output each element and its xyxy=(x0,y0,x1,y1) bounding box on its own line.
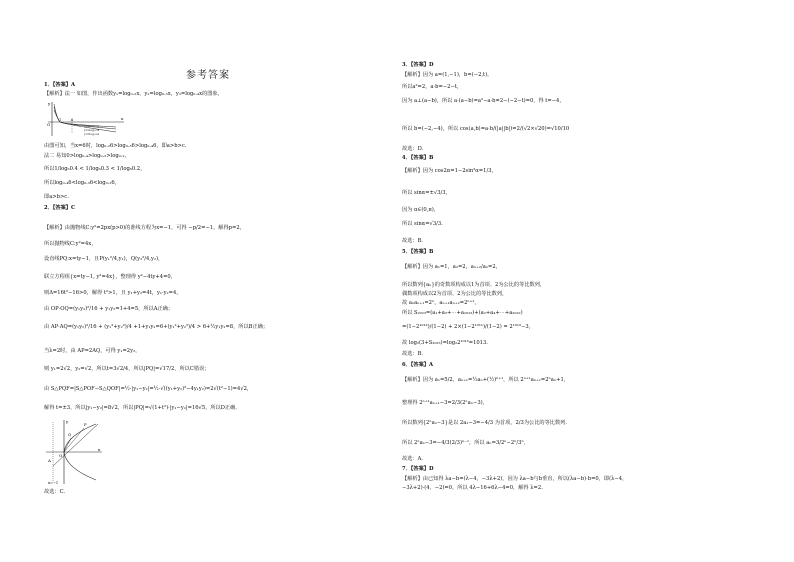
q6-text-line: 所以数列{2ⁿaₙ−3}是以 2a₁−3=−4/3 为首项，2/3为公比的等比数列. xyxy=(402,420,567,426)
q2-text-line: 设直线PQ:x=ty−1，且P(y₁²/4,y₁)，Q(y₂²/4,y₂)， xyxy=(44,256,164,262)
q2-text-line: 解得 t=±3，所以|y₁−y₂|=8√2，所以|PQ|=√(1+t²)·|y₁−y₂|=16√5，所以D正确. xyxy=(44,405,237,411)
q2-text-line: 则Δ=16t²−16>0，解得 t²>1，且 y₁+y₂=4t，y₁·y₂=4， xyxy=(44,290,182,296)
q3-answer: 3．【答案】D xyxy=(402,62,434,68)
q4-text-line: 因为 α∈(0,π)， xyxy=(402,207,439,213)
q6-text-line: 整理得 2ⁿ⁺¹aₙ₊₁−3=2/3(2ⁿaₙ−3)， xyxy=(402,400,488,406)
origin-label: O xyxy=(59,453,63,458)
legend-y2: y₂=log₀.₃x xyxy=(84,128,100,132)
q5-text-line: 所以数列{aₙ}的奇数项构成以1为首项、2为公比的等比数列， xyxy=(402,282,546,288)
q1-answer: 1．【答案】A xyxy=(44,82,75,88)
q4-text-line: 所以 sinα=±√3/3， xyxy=(402,190,451,196)
q2-text-line: 【解析】由抛物线C:y²=2px(p>0)的准线方程为x=−1，可得 −p/2=−1，解得p=2， xyxy=(44,225,245,231)
directrix-label: x=−1 xyxy=(48,481,59,485)
q1-text-line: 法二 易知0>log₀.₄>log₀.₃>log₀.₂， xyxy=(44,153,130,159)
point-q-label: Q xyxy=(68,432,72,437)
q1-text-line: 所以log₀.₄6<log₀.₃6<log₀.₂6， xyxy=(44,180,120,186)
q3-text-line: 【解析】因为 a=(1,−1)，b=(−2,t)， xyxy=(402,72,493,78)
axis-x-label: x xyxy=(121,116,124,121)
q2-text-line: 当λ=2时，由 AP=2AQ，可得 y₁=2y₂， xyxy=(44,348,141,354)
page-title: 参考答案 xyxy=(186,70,230,81)
axis-y-label: y xyxy=(66,419,69,424)
q5-text-line: 偶数项构成以2为首项、2为公比的等比数列， xyxy=(402,291,508,297)
q2-text-line: 则 y₁=2√2，y₂=√2，所以t=3√2/4，所以|PQ|=√17/2，所以C错误； xyxy=(44,366,210,372)
point-p-label: P xyxy=(84,422,87,427)
tick-6-label: 6 xyxy=(71,118,74,122)
q1-text-line: 【解析】法一 如图，作出函数y₁=log₀.₂x，y₂=log₀.₃x，y₃=log₀.₄x的图象， xyxy=(44,91,223,97)
q1-text-line: 所以1/log₆0.4 < 1/log₆0.3 < 1/log₆0.2， xyxy=(44,166,146,172)
q2-text-line: 由 OP·OQ=(y₁y₂)²/16 + y₁y₂=1+4=5，所以A正确； xyxy=(44,306,174,312)
q5-answer: 5．【答案】B xyxy=(402,249,434,255)
q5-text-line: 所以 S₂₀₂₃=(a₁+a₃+⋯+a₂₀₂₃)+(a₂+a₄+⋯+a₂₀₂₂) xyxy=(402,310,523,316)
q7-answer: 7．【答案】D xyxy=(402,466,434,472)
q2-text-line: 由 S△PQF=|S△POF−S△QOF|=½·|y₁−y₂|=½·√((y₁+y₂)²−4y₁y₂)=2√(t²−1)=4√2， xyxy=(44,386,253,392)
origin-label: O xyxy=(47,122,51,127)
q1-text-line: 由图可知，当x=6时，log₀.₂6>log₀.₃6>log₀.₄6，即a>b>c. xyxy=(44,143,187,149)
q5-text-line: 【解析】因为 a₁=1，a₂=2，aₙ₊₂/aₙ=2， xyxy=(402,264,501,270)
q2-text-line: 由 AP·AQ=(y₁y₂)²/16 + (y₁²+y₂²)/4 +1+y₁y₂=6+(y₁²+y₂²)/4 > 6+½y₁y₂=8，所以B正确； xyxy=(44,324,269,330)
q3-text-line: 所以 b=(−2,−4)，所以 cos⟨a,b⟩=a·b/(|a||b|)=2/(√2×√20)=√10/10 xyxy=(402,126,570,132)
q5-text-line: 故 log₂(3+S₂₀₂₃)=log₂2¹⁰¹³=1013. xyxy=(402,340,488,346)
q6-text-line: 【解析】因为 a₁=5/2，aₙ₊₁=½aₙ+(½)ⁿ⁺¹，所以 2ⁿ⁺¹aₙ₊₁=2ⁿaₙ+1， xyxy=(402,377,569,383)
legend-y3: y₃=log₀.₄x xyxy=(84,132,100,136)
q6-answer: 6．【答案】A xyxy=(402,362,433,368)
q1-log-graph xyxy=(46,100,126,140)
q6-text-line: 故选：A. xyxy=(402,456,423,462)
point-a-label: A xyxy=(48,458,51,463)
q1-text-line: 即a>b>c. xyxy=(44,194,69,200)
q4-answer: 4．【答案】B xyxy=(402,155,434,161)
q4-text-line: 【解析】因为 cos2α=1−2sin²α=1/3， xyxy=(402,168,497,174)
q5-text-line: =(1−2¹⁰¹²)/(1−2) + 2×(1−2¹⁰¹¹)/(1−2) = 2¹⁰¹³−3， xyxy=(402,324,534,330)
axis-y-label: y xyxy=(48,101,51,106)
q6-text-line: 所以 2ⁿaₙ−3=−4/3(2/3)ⁿ⁻¹，所以 aₙ=3/2ⁿ−2ⁿ/3ⁿ， xyxy=(402,440,529,446)
q4-text-line: 所以 sinα=√3/3. xyxy=(402,221,443,227)
axis-x-label: x xyxy=(98,447,101,452)
q5-text-line: 故 aₙaₙ₊₁=2ⁿ，aₙ₊₁aₙ₊₂=2ⁿ⁺¹， xyxy=(402,300,480,306)
q2-answer: 2．【答案】C xyxy=(44,205,76,211)
q3-text-line: 故选：D. xyxy=(402,146,424,152)
legend-y1: y₁=log₀.₂x xyxy=(84,124,100,128)
q5-text-line: 故选：B. xyxy=(402,351,424,357)
q7-text-line: −3λ+2)·(4，−2)=0，所以 4λ−16+6λ−4=0，解得 λ=2. xyxy=(402,485,543,491)
q2-parabola-graph xyxy=(44,418,104,486)
q7-text-line: 【解析】由已知得 λa−b=(λ−4，−3λ+2)，因为 λa−b与b垂直，所以(λa−b)·b=0，即(λ−4， xyxy=(402,476,628,482)
q2-text-line: 所以抛物线C:y²=4x， xyxy=(44,241,97,247)
q2-text-line: 联立方程组{x=ty−1, y²=4x}，整理得 y²−4ty+4=0， xyxy=(44,274,176,280)
q4-text-line: 故选：B. xyxy=(402,238,424,244)
tick-1-label: 1 xyxy=(59,118,62,122)
q3-text-line: 所以a²=2，a·b=−2−t， xyxy=(402,84,463,90)
q3-text-line: 因为 a⊥(a−b)，所以 a·(a−b)=a²−a·b=2−(−2−t)=0，得 t=−4， xyxy=(402,98,565,104)
q2-text-line: 故选：C. xyxy=(44,489,65,495)
